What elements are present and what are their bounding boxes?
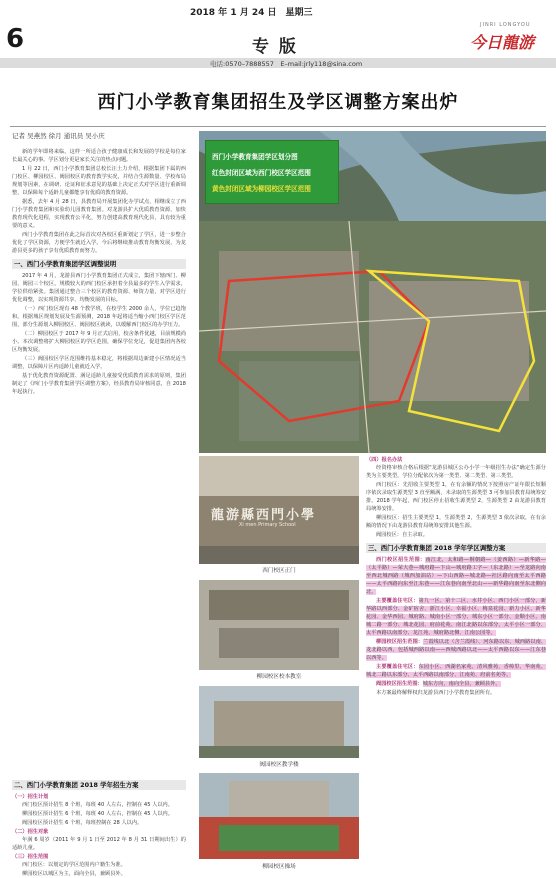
intro-paragraph: 西门小学教育集团在此之际首次对各校区重新划定了学区，进一步整合优化了学区资源，方便学生就近入学。今后将继续推动教育均衡发展，为龙游县更多的孩子享有优质教育而努力。 bbox=[12, 232, 186, 254]
intro-paragraph: 1 月 22 日，西门小学教育集团总校长汪土力介绍，根据集团下属的西门校区、柳园校区、阀园校区的教育教学实况，并结合生源数量、学校布局规划等因素，在调研、论证和征求意见的基础上决定正式对学区进行重新调整，以保障每个适龄儿童都能享有优质的教育资源。 bbox=[12, 166, 186, 196]
district-residences: 东园小区、西湖名家苑、清风雅苑、香樟里、华南苑、城北二路以东部分、太平西路以南部分、江南苑、府前名苑等。 bbox=[366, 664, 546, 678]
right-column bbox=[366, 456, 546, 698]
section-heading: 二、西门小学教育集团 2018 学年招生方案 bbox=[12, 780, 186, 790]
intro-paragraph: 新的学年即将来临。这样一所适合孩子健康成长和发展的学校是每位家长最关心的事。学区划分更是家长关注的热点问题。 bbox=[12, 149, 186, 163]
range-label: 主要覆盖住宅区： bbox=[376, 598, 419, 604]
body-paragraph: 柳园校区：招生主要类型 1，生源类型 2，生源类型 3 依次录取，在有余额的情况下由龙游县教育局统筹安排其他生源。 bbox=[366, 515, 546, 529]
range-label: 主要覆盖住宅区： bbox=[376, 664, 419, 670]
section-heading: 三、西门小学教育集团 2018 学年学区调整方案 bbox=[366, 543, 546, 553]
body-paragraph: （一）西门校区现有 48 个教学班，在校学生 2000 余人，学位已趋饱和。根据城区规划发展及生源预测，2018 年起将适当缩小西门校区学区范围，部分生源划入柳园校区、阀园校区就读，以缓解西门校区的办学压力。 bbox=[12, 306, 186, 328]
school-sign: 龍游縣西門小學 bbox=[211, 508, 317, 523]
legend-yellow-label: 黄色封闭区域为柳园校区学区范围 bbox=[212, 185, 311, 193]
footer-note: 本方案最终解释权归龙游县西门小学教育集团所有。 bbox=[376, 690, 496, 696]
left-column bbox=[12, 148, 186, 397]
subheading: （一）招生计划 bbox=[12, 794, 49, 800]
body-paragraph: （二）柳园校区于 2017 年 9 月正式启用，校舍条件优越，目前规模尚小。本次调整将扩大柳园校区的学区范围，确保学位充足，促进集团内各校区均衡发展。 bbox=[12, 331, 186, 353]
body-paragraph: 2017 年 4 月，龙游县西门小学教育集团正式成立，集团下辖西门、柳园、阀园三个校区。规模较大的西门校区承担着全县最多的学生入学需求，学位供给紧张。集团通过整合三个校区的教育资源、师资力量，对学区进行优化调整，以实现资源共享、均衡发展的目标。 bbox=[12, 273, 186, 303]
body-paragraph: 阀园校区预计招生 6 个班，每班控制在 28 人以内。 bbox=[22, 820, 143, 826]
district-residences: 第九一区、第十二区、水井小区、西门小区一部分、新华路以西部分、金矿宿舍、浙江小区、幸福小区、梅泉花园、新力小区、新华花园、金华西园、城府路、城南小区一部分、城东小区一部分、金顺小区、南城二路一部分、城北花园、府前花苑、南江北路以东部分、太平小区一部分、太平西路以南部分、龙江苑、城府路北侧、江南公园等。 bbox=[366, 598, 546, 636]
legend-title: 西门小学教育集团学区划分图 bbox=[212, 153, 298, 161]
school-gate-photo bbox=[199, 456, 359, 564]
district-range: 兰霞线以北（含兰霞线）、河东路以东、城西路以南、龙北路以西，包括城西路以南——西城西路以北——太平西路以东——江东巷以西等。 bbox=[366, 639, 546, 661]
range-label: 西门校区招生范围： bbox=[376, 557, 426, 563]
body-paragraph: 西门校区：先招收主要类型 1，在有余额的情况下按照房产证年限长短顺序依次录取生源类型 3 直至额满，未录取的生源类型 3 可参加县教育局统筹安排。2018 学年起，西门校区停止招收生源类型 2，生源类型 2 由龙游县教育局统筹安排。 bbox=[366, 482, 546, 512]
subheading: （二）招生对象 bbox=[12, 829, 49, 835]
photo-caption: 阀园校区教学楼 bbox=[259, 762, 299, 768]
body-paragraph: 西门校区预计招生 8 个班，每班 40 人左右，控制在 45 人以内。 bbox=[22, 802, 173, 808]
logo-english: JINRI LONGYOU bbox=[480, 22, 531, 28]
building-graphic bbox=[199, 686, 359, 758]
photo-caption: 西门校区正门 bbox=[262, 568, 296, 574]
classroom-photo bbox=[199, 580, 359, 670]
classroom-graphic bbox=[199, 580, 359, 670]
intro-paragraph: 据悉，去年 4 月 28 日，县教育局开展集团化办学试点，相继成立了西门小学教育集团和实验幼儿园教育集团。对龙游县扩大优质教育资源，加快教育现代化进程，实现教育公平化，努力创建高教育现代化县，具有较为重要的意义。 bbox=[12, 199, 186, 229]
district-range: 城东方向，南向全县，兼顾县外。 bbox=[422, 681, 501, 687]
legend-red-label: 红色封闭区域为西门校区学区范围 bbox=[212, 169, 311, 177]
body-paragraph: 柳园校区以城区为主，面向全县，兼顾县外。 bbox=[22, 871, 126, 877]
body-paragraph: 阀园校区：自主录取。 bbox=[376, 532, 428, 538]
body-paragraph: 西门校区：以划定的学区范围内户籍生为准。 bbox=[22, 862, 126, 868]
newspaper-logo: 今日龍游 bbox=[470, 33, 535, 52]
article-headline: 西门小学教育集团招生及学区调整方案出炉 bbox=[97, 92, 459, 113]
playground-graphic bbox=[199, 773, 359, 859]
playground-photo bbox=[199, 773, 359, 859]
divider bbox=[10, 126, 546, 127]
subheading: （三）招生范围 bbox=[12, 854, 49, 860]
district-range: 南江北，太和路—桐朝路—（姜西路）—新华路—（太平路）—荣大巷—城府路—卞山—城府路工字—（东北路）—至龙路向南至西北城西路（城西加油站）—下山西路—城北路—社区路向南至太平西路——太平西路向东至江东巷——江东巷向南至北山——新华路向南至东北侧向北。 bbox=[366, 557, 546, 595]
subheading: （四）报名办法 bbox=[366, 457, 403, 463]
left-column-lower bbox=[12, 776, 186, 878]
range-label: 柳园校区招生范围： bbox=[376, 639, 424, 645]
section-heading: 一、西门小学教育集团学区调整说明 bbox=[12, 259, 186, 269]
body-paragraph: 年满 6 周岁（2011 年 9 月 1 日至 2012 年 8 月 31 日期间出生）的适龄儿童。 bbox=[12, 837, 186, 851]
photo-caption: 柳园校区校本教室 bbox=[256, 674, 302, 680]
section-title: 专 版 bbox=[252, 37, 298, 57]
byline: 记者 吴燕然 徐月 通讯员 吴小庆 bbox=[12, 132, 105, 140]
teaching-building-photo bbox=[199, 686, 359, 758]
photo-caption: 柳园校区操场 bbox=[262, 864, 296, 870]
range-label: 阀园校区招生范围： bbox=[376, 681, 423, 687]
contact-info: 电话:0570–7888557 E–mail:jrly118@sina.com bbox=[210, 60, 363, 68]
school-sign-english: Xi men Primary School bbox=[239, 522, 296, 528]
body-paragraph: 经资格审核合格后根据"龙游县城区公办小学一年级招生办法"确定生源分类为主要类型，学位分配依次为第一类型、第二类型、第三类型。 bbox=[366, 465, 546, 479]
body-paragraph: （三）阀园校区学区范围维持基本稳定，将根据周边新建小区情况适当调整，以保障片区内适龄儿童就近入学。 bbox=[12, 356, 186, 370]
map-legend bbox=[205, 140, 339, 204]
body-paragraph: 柳园校区预计招生 6 个班，每班 40 人左右，控制在 45 人以内。 bbox=[22, 811, 173, 817]
page-number: 6 bbox=[6, 24, 25, 54]
body-paragraph: 基于优化教育资源配置、满足适龄儿童接受优质教育需求的原则，集团制定了《西门小学教育集团学区调整方案》，经县教育局审核同意，自 2018 年起执行。 bbox=[12, 373, 186, 395]
issue-date: 2018 年 1 月 24 日 星期三 bbox=[190, 8, 313, 18]
